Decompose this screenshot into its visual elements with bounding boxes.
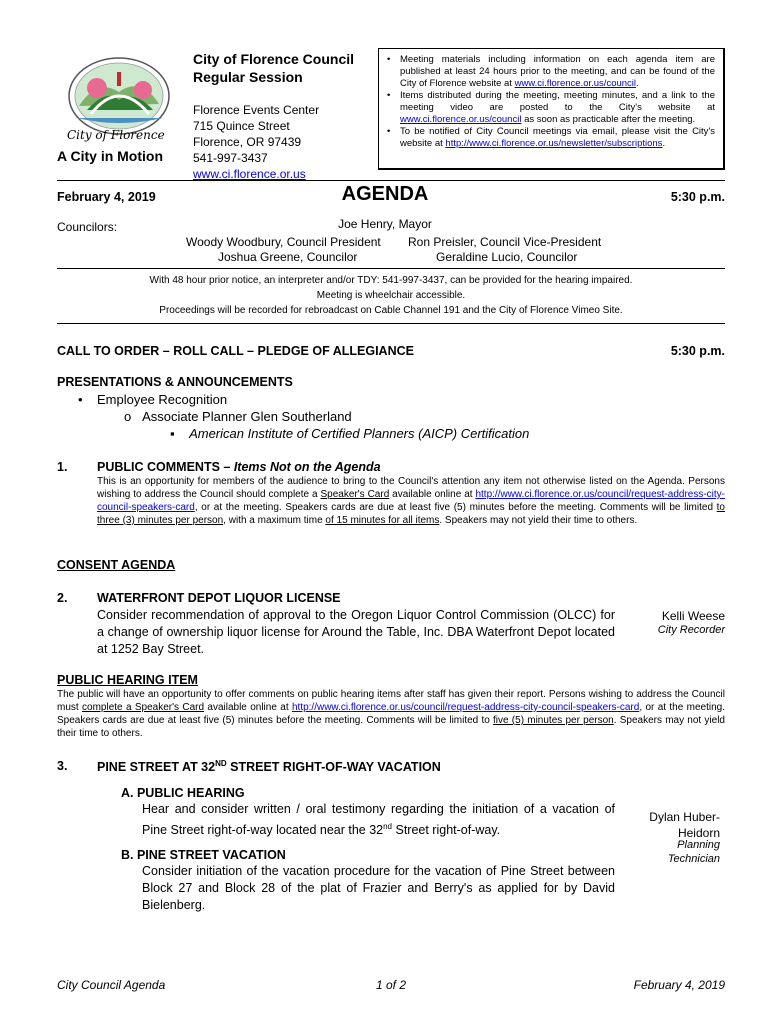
presenter-weese: Kelli Weese [661, 609, 725, 623]
public-hearing-subitem-text: Hear and consider written / oral testimony regarding the initiation of a vacation of Pine Street right-of-way located near the 32nd Street right-of-way. [142, 802, 615, 838]
meeting-time: 5:30 p.m. [670, 190, 725, 204]
speakers-card-link[interactable]: http://www.ci.florence.or.us/council/request-address-city-council-speakers-card [291, 702, 640, 713]
venue-city: Florence, OR 97439 [193, 135, 302, 149]
note-item: • Meeting materials including information on each agenda item are published at least 24 hours prior to the meeting, and can be found of the City of Florence website at www.ci.florence.or.us/council. [387, 54, 715, 90]
presentation-item-l3: ▪ American Institute of Certified Planners (AICP) Certification [170, 426, 530, 441]
public-comments-text: This is an opportunity for members of the audience to bring to the Council's attention any item not otherwise listed on the Agenda. Persons wishing to address the Council should complete a Speaker's Card available online at http://www.ci.florence.or.us/council/request-address-city-council-speakers-card, or at the meeting. Speakers cards are due at least five (5) minutes before the meeting. Comments will be limited to three (3) minutes per person, with a maximum time of 15 minutes for all items. Speakers may not yield their time to others. [97, 476, 725, 526]
council-phone: 541-997-3437 [193, 151, 268, 165]
footer-date: February 4, 2019 [633, 978, 725, 992]
pine-street-title: PINE STREET AT 32ND STREET RIGHT-OF-WAY VACATION [97, 759, 441, 775]
waterfront-depot-title: WATERFRONT DEPOT LIQUOR LICENSE [97, 591, 341, 605]
venue-street: 715 Quince Street [193, 119, 290, 133]
public-hearing-subitem: A. PUBLIC HEARING [121, 786, 245, 800]
header-divider [57, 180, 725, 181]
footer-page-number: 1 of 2 [375, 978, 407, 992]
pine-vacation-subitem-text: Consider initiation of the vacation procedure for the vacation of Pine Street between Block 27 and Block 28 of the plat of Frazier and Berry's as applied for by David Bielenberg. [142, 864, 615, 912]
presenter-huber-heidorn-role: Planning Technician [667, 839, 720, 865]
notice-bottom-divider [57, 323, 725, 324]
presenter-huber-heidorn: Dylan Huber- Heidorn [649, 810, 720, 840]
consent-agenda-heading: CONSENT AGENDA [57, 558, 176, 572]
council-vice-president: Ron Preisler, Council Vice-President [408, 235, 602, 249]
subscriptions-link[interactable]: http://www.ci.florence.or.us/newsletter/subscriptions [445, 138, 663, 149]
item-1-number: 1. [57, 460, 68, 474]
note-item: • To be notified of City Council meetings via email, please visit the City's website at http://www.ci.florence.or.us/newsletter/subscriptions. [387, 126, 715, 150]
note-item: • Items distributed during the meeting, meeting minutes, and a link to the meeting video are posted to the City's website at www.ci.florence.or.us/council as soon as practicable after the meeting. [387, 90, 715, 126]
agenda-title: AGENDA [341, 183, 429, 205]
logo-script-text: City of Florence [67, 128, 165, 142]
public-hearing-text: The public will have an opportunity to offer comments on public hearing items after staff has given their report. Persons wishing to address the Council must complete a Speaker's Card available online at http://www.ci.florence.or.us/council/request-address-city-council-speakers-card, or at the meeting. Speakers cards are due at least five (5) minutes before the meeting. Comments will be limited to five (5) minutes per person. Speakers may not yield their time to others. [57, 689, 725, 739]
presentation-item-l1: • Employee Recognition [78, 392, 228, 407]
councilor-greene: Joshua Greene, Councilor [218, 250, 358, 264]
waterfront-depot-text: Consider recommendation of approval to the Oregon Liquor Control Commission (OLCC) for a change of ownership liquor license for Around the Table, Inc. DBA Waterfront Depot located at 1252 Bay Street. [97, 608, 615, 656]
speakers-card-text: Speaker's Card [320, 489, 390, 500]
pine-vacation-subitem: B. PINE STREET VACATION [121, 848, 286, 862]
footer-left: City Council Agenda [57, 978, 166, 992]
item-3-number: 3. [57, 759, 68, 773]
venue-name: Florence Events Center [193, 103, 320, 117]
presenter-weese-role: City Recorder [657, 624, 725, 636]
meeting-date: February 4, 2019 [57, 190, 156, 204]
logo-tagline: A City in Motion [57, 148, 164, 164]
public-hearing-heading: PUBLIC HEARING ITEM [57, 673, 198, 687]
meeting-notes-box [378, 48, 725, 170]
presentation-item-l2: o Associate Planner Glen Southerland [124, 409, 352, 424]
accessibility-notice [57, 273, 725, 318]
council-website-link[interactable]: www.ci.florence.or.us [193, 167, 306, 181]
speakers-card-link[interactable]: http://www.ci.florence.or.us/council/request-address-city-council-speakers-card [97, 489, 725, 513]
mayor-name: Joe Henry, Mayor [338, 217, 432, 231]
item-2-number: 2. [57, 591, 68, 605]
public-comments-heading: PUBLIC COMMENTS – Items Not on the Agenda [97, 460, 381, 474]
council-info [193, 50, 378, 182]
council-president: Woody Woodbury, Council President [186, 235, 381, 249]
session-title: Regular Session [193, 69, 303, 85]
city-logo [57, 48, 187, 178]
council-title: City of Florence Council [193, 51, 355, 67]
notice-top-divider [57, 268, 725, 269]
council-page-link[interactable]: www.ci.florence.or.us/council [400, 114, 522, 125]
notice-interpreter: With 48 hour prior notice, an interpreter and/or TDY: 541-997-3437, can be provided for the hearing impaired. [149, 275, 633, 286]
presentations-heading: PRESENTATIONS & ANNOUNCEMENTS [57, 375, 293, 389]
council-page-link[interactable]: www.ci.florence.or.us/council [514, 78, 637, 89]
notice-recording: Proceedings will be recorded for rebroadcast on Cable Channel 191 and the City of Florence Vimeo Site. [159, 305, 623, 316]
councilors-label: Councilors: [57, 220, 118, 234]
call-to-order: CALL TO ORDER – ROLL CALL – PLEDGE OF ALLEGIANCE [57, 344, 414, 358]
call-to-order-time: 5:30 p.m. [670, 344, 725, 358]
councilor-lucio: Geraldine Lucio, Councilor [436, 250, 578, 264]
notice-wheelchair: Meeting is wheelchair accessible. [316, 290, 466, 301]
